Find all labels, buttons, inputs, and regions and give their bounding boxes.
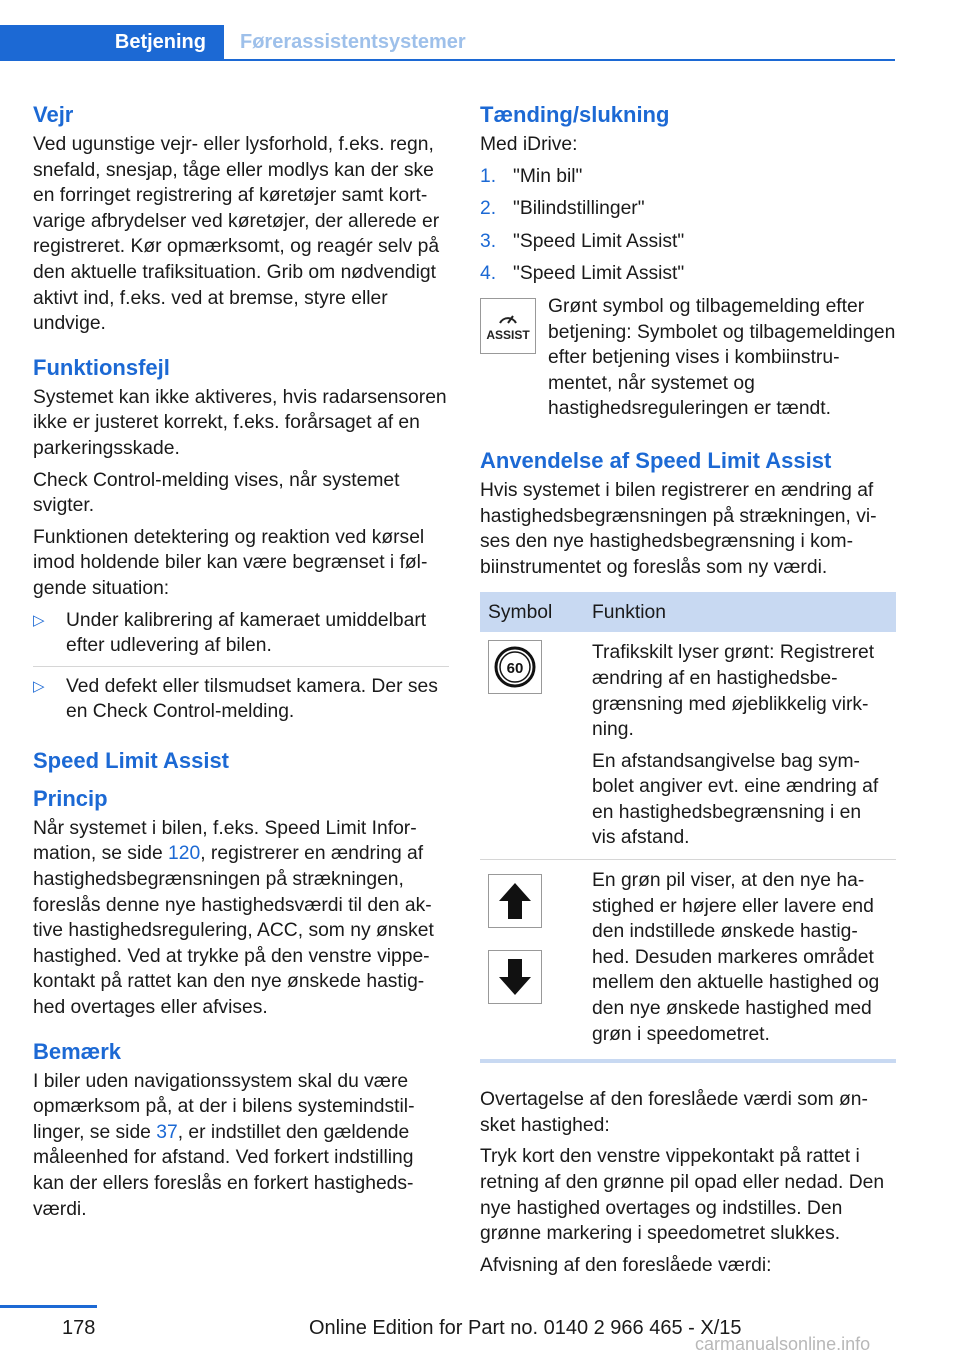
after-p3: Afvisning af den foreslåede værdi: <box>480 1254 772 1276</box>
col-header-symbol: Symbol <box>480 592 584 632</box>
speed-sign-60-icon <box>488 640 542 694</box>
assist-text: Grønt symbol og tilbagemelding efter betjening: Symbolet og tilbagemeldingen efter betjening vises i kombiinstrumentet, når systemet og hastighedsreguleringen er tændt. <box>548 295 896 420</box>
header-rule <box>224 59 895 61</box>
arrow-down-icon <box>488 950 542 1004</box>
weather-heading: Vejr <box>33 102 74 127</box>
watermark: carmanualsonline.info <box>695 1334 871 1354</box>
weather-text: Ved ugunstige vejr- eller lysforhold, f.eks. regn, snefald, snesjap, tåge eller modlys kan der ske en forringet registrering af køretøjer samt kortvarige afbrydelser ved køretøjer, der allerede er registreret. Kør opmærksomt, og reagér selv på den aktuelle trafiksituation. Grib om nødvendigt aktivt ind, f.eks. ved at bremse, styre eller undvige. <box>33 134 440 335</box>
row2-text: En grøn pil viser, at den nye hastighed er højere eller lavere end den indstillede ønskede hastighed. Desuden markeres området mellem den aktuelle hastighed og den nye ønskede hastighed med grøn i speedometret. <box>592 870 880 1045</box>
triangle-bullet-icon: ▷ <box>33 677 45 695</box>
section-label: Betjening <box>114 31 206 53</box>
list-item: 3. "Speed Limit Assist" <box>480 230 685 252</box>
section-tab <box>0 25 224 61</box>
table-row <box>480 632 896 859</box>
footer-rule <box>0 1305 97 1308</box>
arrow-up-icon <box>488 874 542 928</box>
principle-heading: Princip <box>33 785 108 811</box>
assist-icon <box>480 298 536 354</box>
table-row <box>480 860 896 1062</box>
assist-description <box>480 294 896 422</box>
row1-text-1: Trafikskilt lyser grønt: Registreret ændring af en hastighedsbegrænsning med øjeblikkelig virkning. <box>592 642 875 741</box>
usage-text: Hvis systemet i bilen registrerer en ændring af hastighedsbegrænsningen på strækningen, vises den nye hastighedsbegrænsning i kombiinstrumentet og foreslås som ny værdi. <box>480 479 877 578</box>
right-column <box>480 100 896 1284</box>
after-p1: Overtagelse af den foreslåede værdi som ønsket hastighed: <box>480 1089 868 1136</box>
page-link-37[interactable]: 37 <box>156 1121 178 1143</box>
triangle-bullet-icon: ▷ <box>33 611 45 629</box>
list-item: 1. "Min bil" <box>480 165 583 187</box>
onoff-heading: Tænding/slukning <box>480 102 670 127</box>
malfunction-heading: Funktionsfejl <box>33 354 170 380</box>
malfunction-p3: Funktionen detektering og reaktion ved kørsel imod holdende biler kan være begrænset i følgende situation: <box>33 526 428 599</box>
after-p2: Tryk kort den venstre vippekontakt på rattet i retning af den grønne pil opad eller nedad. Den nye hastighed overtages og indstilles. Den grønne markering i speedometret slukkes. <box>480 1146 885 1245</box>
malfunction-p2: Check Control-melding vises, når systemet svigter. <box>33 469 400 517</box>
list-item: ▷ Ved defekt eller tilsmudset kamera. Der ses en Check Control-melding. <box>33 675 438 723</box>
note-text: I biler uden navigationssystem skal du være opmærksom på, at der i bilens systemindstillinger, se side 37, er indstillet den gældende måleenhed for afstand. Ved forkert indstilling kan der ellers foreslås en forkert hastighedsværdi. <box>33 1070 415 1220</box>
list-item: ▷ Under kalibrering af kameraet umiddelbart efter udlevering af bilen. <box>33 608 449 667</box>
symbol-table <box>480 592 896 1063</box>
onoff-steps <box>480 164 896 287</box>
page-link-120[interactable]: 120 <box>168 843 201 865</box>
subsection-label: Førerassistentsystemer <box>240 31 466 53</box>
left-column <box>33 100 449 1228</box>
sla-heading: Speed Limit Assist <box>33 747 230 773</box>
speed-sign-value: 60 <box>506 660 524 678</box>
list-item: 4. "Speed Limit Assist" <box>480 263 685 285</box>
onoff-intro: Med iDrive: <box>480 134 578 155</box>
col-header-function: Funktion <box>584 592 896 632</box>
page-number: 178 <box>62 1317 96 1339</box>
edition-text: Online Edition for Part no. 0140 2 966 465 - X/15 <box>309 1317 742 1339</box>
list-item: 2. "Bilindstillinger" <box>480 198 645 220</box>
usage-heading: Anvendelse af Speed Limit Assist <box>480 447 832 473</box>
principle-text: Når systemet i bilen, f.eks. Speed Limit Information, se side 120, registrerer en ændring af hastighedsbegrænsningen på strækningen, foreslås denne nye hastighedsværdi til den aktive hastighedsregulering, ACC, som ny ønsket hastighed. Ved at trykke på den venstre vippekontakt på rattet kan den nye ønskede hastighed overtages eller afvises. <box>33 817 434 1019</box>
note-heading: Bemærk <box>33 1038 122 1064</box>
malfunction-p1: Systemet kan ikke aktiveres, hvis radarsensoren ikke er justeret korrekt, f.eks. forårsaget af en parkeringsskade. <box>33 386 447 459</box>
assist-icon-label: ASSIST <box>486 327 530 342</box>
row1-text-2: En afstandsangivelse bag symbolet angiver evt. eine ændring af en hastighedsbegrænsning i en vis afstand. <box>592 750 879 849</box>
malfunction-bullets <box>33 608 449 732</box>
page-header <box>0 25 895 61</box>
